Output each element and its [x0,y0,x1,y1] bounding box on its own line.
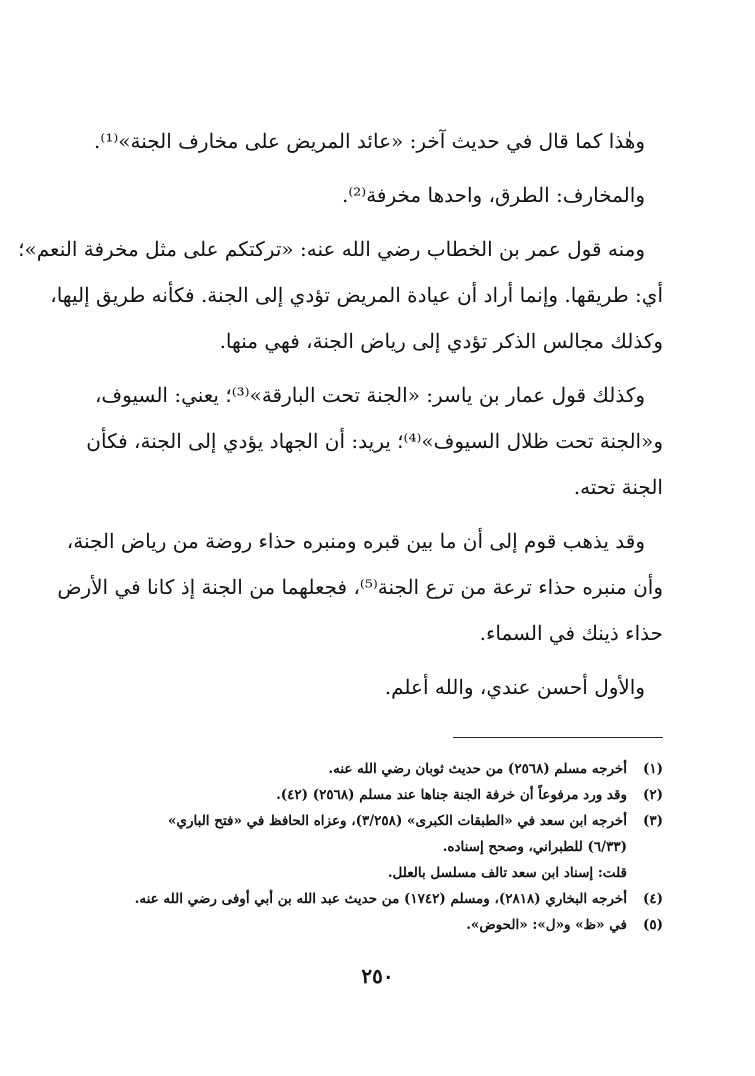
text-line: وكذلك قول عمار بن ياسر: «الجنة تحت البارقة»⁽³⁾؛ يعني: السيوف، [94,383,645,407]
footnote-text: وقد ورد مرفوعاً أن خرفة الجنة جناها عند مسلم (٢٥٦٨) (٤٢). [276,787,627,803]
footnote-2 [83,782,663,808]
page-number: ٢٥٠ [361,964,394,988]
text-line: وقد يذهب قوم إلى أن ما بين قبره ومنبره حذاء روضة من رياض الجنة، [66,529,645,553]
main-text [18,118,663,718]
footnote-number: (٥) [642,917,663,933]
footnote-number: (٢) [642,787,663,803]
paragraph-5 [57,518,663,656]
footnote-5 [83,912,663,938]
paragraph-1 [90,118,663,164]
text-line: والمخارف: الطرق، واحدها مخرفة⁽²⁾. [341,183,645,207]
footnote-text: أخرجه البخاري (٢٨١٨)، ومسلم (١٧٤٢) من حديث عبد الله بن أبي أوفى رضي الله عنه. [134,891,627,907]
paragraph-3 [18,226,663,364]
text-line: ومنه قول عمر بن الخطاب رضي الله عنه: «تركتكم على مثل مخرفة النعم»؛ [18,237,645,261]
footnote-text: أخرجه ابن سعد في «الطبقات الكبرى» (٣/٢٥٨)، وعزاه الحافظ في «فتح الباري» [167,813,627,829]
paragraph-6 [90,664,663,710]
footnote-number: (٣) [642,813,663,829]
footnote-number: (١) [642,761,663,777]
text-line: الجنة تحته. [573,475,663,499]
footnote-number: (٤) [642,891,663,907]
footnotes [83,756,663,938]
footnote-separator [453,737,663,738]
footnote-text: أخرجه مسلم (٢٥٦٨) من حديث ثوبان رضي الله عنه. [328,761,627,777]
footnote-comment: قلت: إسناد ابن سعد تالف مسلسل بالعلل. [387,865,627,881]
text-line: و«الجنة تحت ظلال السيوف»⁽⁴⁾؛ يريد: أن الجهاد يؤدي إلى الجنة، فكأن [86,429,663,453]
footnote-text: (٦/٣٣) للطبراني، وصحح إسناده. [442,839,627,855]
text-line: حذاء ذينك في السماء. [479,621,663,645]
footnote-4 [83,886,663,912]
text-line: وكذلك مجالس الذكر تؤدي إلى رياض الجنة، فهي منها. [219,329,663,353]
footnote-1 [83,756,663,782]
footnote-3 [83,808,663,834]
paragraph-4 [86,372,663,510]
text-line: أي: طريقها. وإنما أراد أن عيادة المريض تؤدي إلى الجنة. فكأنه طريق إليها، [50,283,663,307]
paragraph-2 [90,172,663,218]
footnote-text: في «ظ» و«ل»: «الحوض». [466,917,627,933]
text-line: والأول أحسن عندي، والله أعلم. [384,675,645,699]
text-line: وأن منبره حذاء ترعة من ترع الجنة⁽⁵⁾، فجعلهما من الجنة إذ كانا في الأرض [57,575,663,599]
text-line: وهٰذا كما قال في حديث آخر: «عائد المريض على مخارف الجنة»⁽¹⁾. [94,129,645,153]
